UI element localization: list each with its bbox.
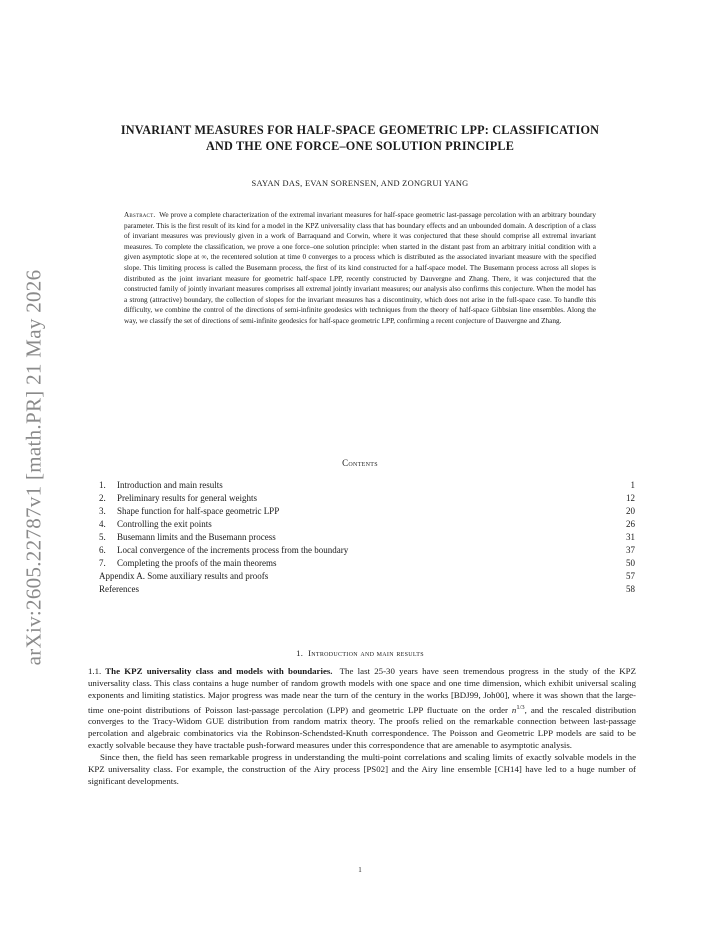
paragraph: [88, 666, 636, 752]
toc-entry-number: 6.: [99, 545, 106, 556]
paragraph-text: The last 25-30 years have seen tremendous progress in the study of the KPZ universality class. This class contains a huge number of random growth models with one space and one time dimension, which exhibit universal scaling exponents and limiting statistics. Major progress was made near the turn of the century in the works [BDJ99, Joh00], where it was shown that the large-time one-point distributions of Poisson last-passage percolation (LPP) and geometric LPP fluctuate on the order: [88, 666, 636, 715]
toc-entry-page: 57: [626, 571, 635, 582]
abstract-label: Abstract.: [124, 211, 156, 219]
toc-entry-page: 1: [630, 479, 635, 490]
toc-entry[interactable]: [99, 478, 635, 491]
toc-entry-label: Controlling the exit points: [117, 518, 212, 529]
contents-heading: Contents: [342, 458, 378, 468]
toc-entry-number: 3.: [99, 505, 106, 516]
paragraph-text: Since then, the field has seen remarkable progress in understanding the multi-point correlations and scaling limits of exactly solvable models in the KPZ universality class. For example, the construction of the Airy process [PS02] and the Airy line ensemble [CH14] have led to a huge number of significant developments.: [88, 751, 636, 786]
toc-entry-label: Busemann limits and the Busemann process: [117, 531, 276, 542]
paper-title: [80, 122, 640, 154]
toc-entry[interactable]: [99, 517, 635, 530]
toc-entry[interactable]: [99, 557, 635, 570]
toc-entry-label: Completing the proofs of the main theorems: [117, 558, 277, 569]
toc-entry-page: 58: [626, 584, 635, 595]
math-variable: n: [511, 704, 517, 715]
toc-entry-label: Shape function for half-space geometric LPP: [117, 505, 280, 516]
toc-entry-number: 1.: [99, 479, 106, 490]
toc-entry-page: 26: [626, 518, 635, 529]
arxiv-identifier-text: arXiv:2605.22787v1 [math.PR] 21 May 2026: [21, 269, 46, 665]
paragraph: [88, 752, 636, 788]
toc-entry-page: 50: [626, 558, 635, 569]
toc-entry-appendix[interactable]: [99, 570, 635, 583]
toc-entry[interactable]: [99, 491, 635, 504]
toc-entry-number: 5.: [99, 531, 106, 542]
paper-title-line-2: AND THE ONE FORCE–ONE SOLUTION PRINCIPLE: [205, 139, 515, 153]
paper-authors: SAYAN DAS, EVAN SORENSEN, AND ZONGRUI YANG: [251, 179, 469, 188]
toc-entry-label: Introduction and main results: [117, 479, 223, 490]
toc-entry-page: 12: [626, 492, 635, 503]
subsection-number: 1.1.: [88, 666, 102, 676]
paper-title-line-1: INVARIANT MEASURES FOR HALF-SPACE GEOMETRIC LPP: CLASSIFICATION: [120, 123, 600, 137]
section-heading: [80, 648, 640, 658]
math-exponent: 1/3: [516, 703, 525, 711]
toc-entry-label: Preliminary results for general weights: [117, 492, 257, 503]
subsection-title: The KPZ universality class and models with boundaries.: [105, 666, 333, 676]
arxiv-identifier: [14, 232, 54, 702]
toc-entry-label: Appendix A. Some auxiliary results and proofs: [99, 571, 269, 582]
toc-entry-number: 2.: [99, 492, 106, 503]
abstract-text: We prove a complete characterization of the extremal invariant measures for half-space geometric last-passage percolation with an arbitrary boundary parameter. This is the first result of its kind for a model in the KPZ universality class that has boundary effects and an unbounded domain. A description of a class of invariant measures was previously given in a work of Barraquand and Corwin, where it was conjectured that these should comprise all extremal invariant measures. To complete the classification, we prove a one force–one solution principle: when started in the distant past from an arbitrary initial condition with a given asymptotic slope at ∞, the recentered solution at time 0 converges to a process which is distributed as the associated invariant measure with the specified slope. This limiting process is called the Busemann process, the first of its kind constructed for a half-space model. The Busemann process across all slopes is distributed as the joint invariant measure for geometric half-space LPP, recently constructed by Dauvergne and Zhang. There, it was conjectured that the constructed family of jointly invariant measures comprises all extremal jointly invariant measures; our analysis also confirms this conjecture. When the model has a strong (attractive) boundary, the collection of slopes for the invariant measures has a discontinuity, which does not arise in the full-space case. To handle this difficulty, we combine the control of the directions of semi-infinite geodesics with techniques from the theory of half-space Gibbsian line ensembles. Along the way, we classify the set of directions of semi-infinite geodesics for half-space geometric LPP, confirming a recent conjecture of Dauvergne and Zhang.: [124, 211, 596, 325]
toc-entry[interactable]: [99, 530, 635, 543]
page-number: 1: [358, 866, 362, 874]
abstract: [124, 210, 596, 327]
section-title: Introduction and main results: [308, 648, 424, 658]
toc-entry-page: 37: [626, 545, 635, 556]
section-body: [88, 666, 636, 787]
toc-entry-number: 7.: [99, 558, 106, 569]
toc-entry-number: 4.: [99, 518, 106, 529]
paragraph-text: , and the rescaled distribution converges to the Tracy-Widom GUE distribution from random matrix theory. The proofs relied on the remarkable connection between last-passage percolation and algebraic combinatorics via the Robinson-Schendsted-Knuth correspondence. The Poisson and Geometric LPP models are said to be exactly solvable because they have tractable push-forward measures under this correspondence that are amenable to asymptotic analysis.: [88, 704, 636, 750]
toc-entry-page: 20: [626, 505, 635, 516]
toc-entry-label: Local convergence of the increments process from the boundary: [117, 545, 349, 556]
toc-entry[interactable]: [99, 504, 635, 517]
toc-entry-label: References: [99, 584, 139, 595]
section-number: 1.: [296, 648, 304, 658]
toc-entry-page: 31: [626, 531, 635, 542]
toc-entry[interactable]: [99, 543, 635, 556]
table-of-contents: [99, 478, 635, 596]
toc-entry-references[interactable]: [99, 583, 635, 596]
